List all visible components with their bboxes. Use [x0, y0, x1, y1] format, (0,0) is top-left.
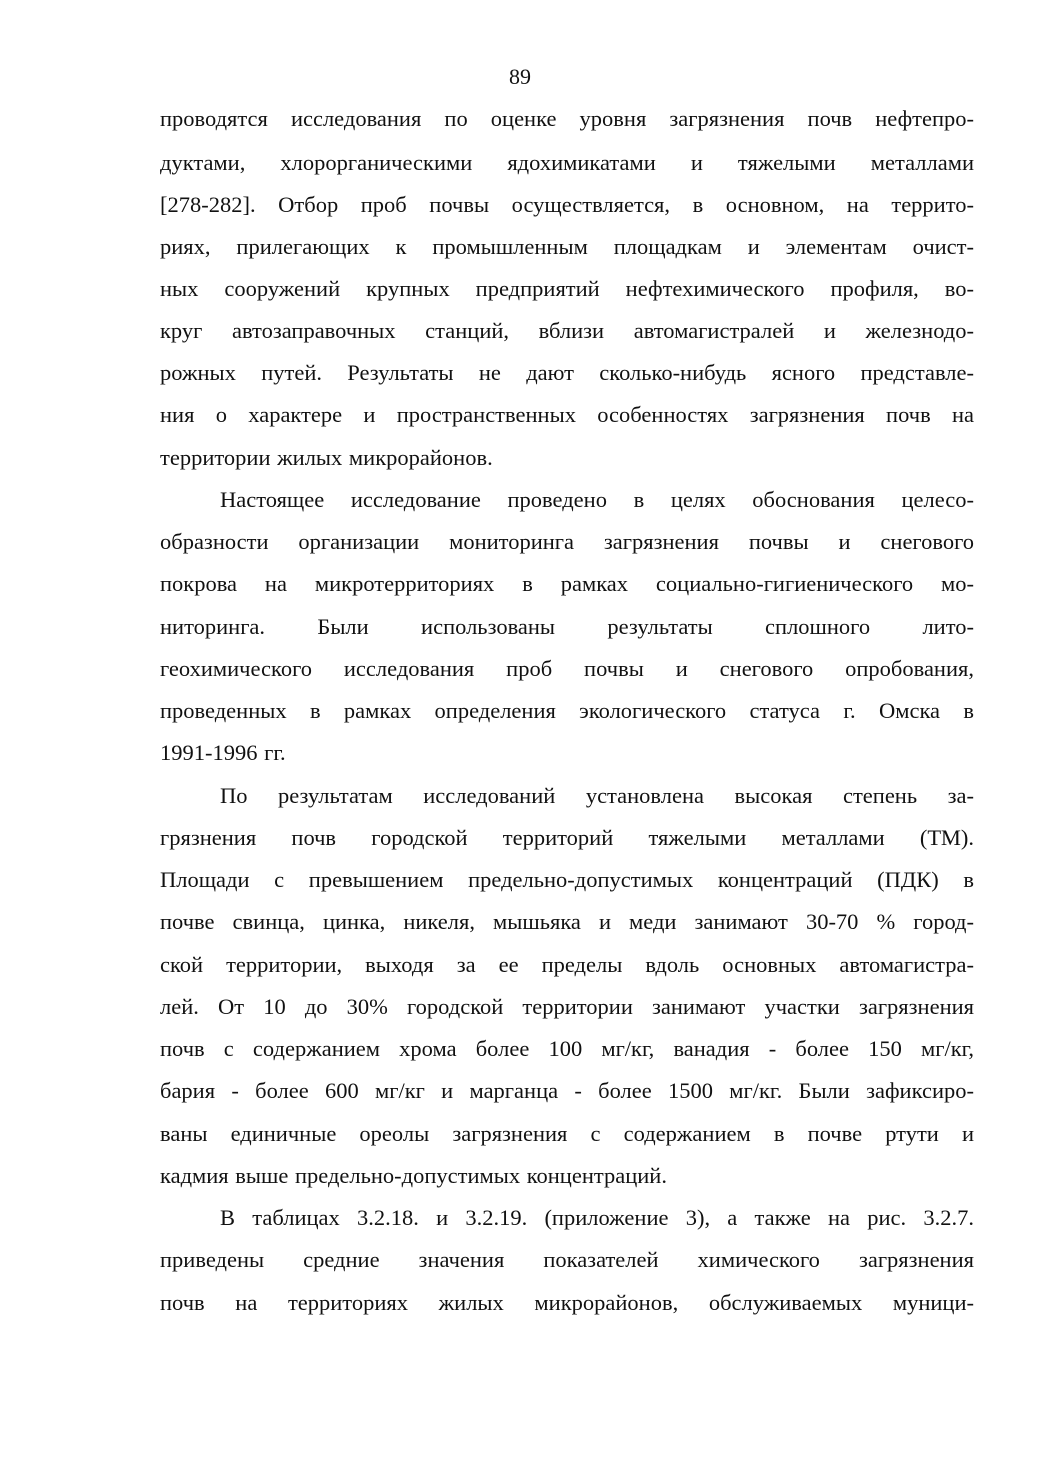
- paragraph-2-line-2: образности организации мониторинга загрязнения почвы и снегового: [160, 529, 974, 554]
- paragraph-1-line-2: дуктами, хлорорганическими ядохимикатами и тяжелыми металлами: [160, 150, 974, 175]
- paragraph-3-line-3: Площади с превышением предельно-допустимых концентраций (ПДК) в: [160, 867, 974, 892]
- paragraph-2-line-3: покрова на микротерриториях в рамках социально-гигиенического мо-: [160, 571, 974, 596]
- paragraph-1-line-4: риях, прилегающих к промышленным площадкам и элементам очист-: [160, 234, 974, 259]
- paragraph-3-line-9: ваны единичные ореолы загрязнения с содержанием в почве ртути и: [160, 1121, 974, 1146]
- paragraph-1-line-1: проводятся исследования по оценке уровня загрязнения почв нефтепро-: [160, 106, 974, 131]
- paragraph-1-line-7: рожных путей. Результаты не дают сколько-нибудь ясного представле-: [160, 360, 974, 385]
- paragraph-4-line-1: В таблицах 3.2.18. и 3.2.19. (приложение 3), а также на рис. 3.2.7.: [220, 1205, 974, 1230]
- paragraph-1-line-5: ных сооружений крупных предприятий нефтехимического профиля, во-: [160, 276, 974, 301]
- paragraph-2-line-4: ниторинга. Были использованы результаты сплошного лито-: [160, 614, 974, 639]
- paragraph-4-line-2: приведены средние значения показателей химического загрязнения: [160, 1247, 974, 1272]
- paragraph-3-line-6: лей. От 10 до 30% городской территории занимают участки загрязнения: [160, 994, 974, 1019]
- paragraph-2-line-6: проведенных в рамках определения экологического статуса г. Омска в: [160, 698, 974, 723]
- paragraph-3-line-7: почв с содержанием хрома более 100 мг/кг, ванадия - более 150 мг/кг,: [160, 1036, 974, 1061]
- paragraph-3-line-2: грязнения почв городской территорий тяжелыми металлами (ТМ).: [160, 825, 974, 850]
- paragraph-4-line-3: почв на территориях жилых микрорайонов, обслуживаемых муници-: [160, 1290, 974, 1315]
- page-number: 89: [509, 64, 531, 89]
- paragraph-1-line-9: территории жилых микрорайонов.: [160, 445, 493, 470]
- paragraph-1-line-3: [278-282]. Отбор проб почвы осуществляется, в основном, на террито-: [160, 192, 974, 217]
- paragraph-3-line-5: ской территории, выходя за ее пределы вдоль основных автомагистра-: [160, 952, 974, 977]
- paragraph-1-line-8: ния о характере и пространственных особенностях загрязнения почв на: [160, 402, 974, 427]
- paragraph-2-line-7: 1991-1996 гг.: [160, 740, 286, 765]
- paragraph-3-line-1: По результатам исследований установлена высокая степень за-: [220, 783, 974, 808]
- paragraph-2-line-1: Настоящее исследование проведено в целях обоснования целесо-: [220, 487, 974, 512]
- paragraph-3-line-4: почве свинца, цинка, никеля, мышьяка и меди занимают 30-70 % город-: [160, 909, 974, 934]
- paragraph-3-line-10: кадмия выше предельно-допустимых концентраций.: [160, 1163, 667, 1188]
- paragraph-2-line-5: геохимического исследования проб почвы и снегового опробования,: [160, 656, 974, 681]
- paragraph-3-line-8: бария - более 600 мг/кг и марганца - более 1500 мг/кг. Были зафиксиро-: [160, 1078, 974, 1103]
- paragraph-1-line-6: круг автозаправочных станций, вблизи автомагистралей и железнодо-: [160, 318, 974, 343]
